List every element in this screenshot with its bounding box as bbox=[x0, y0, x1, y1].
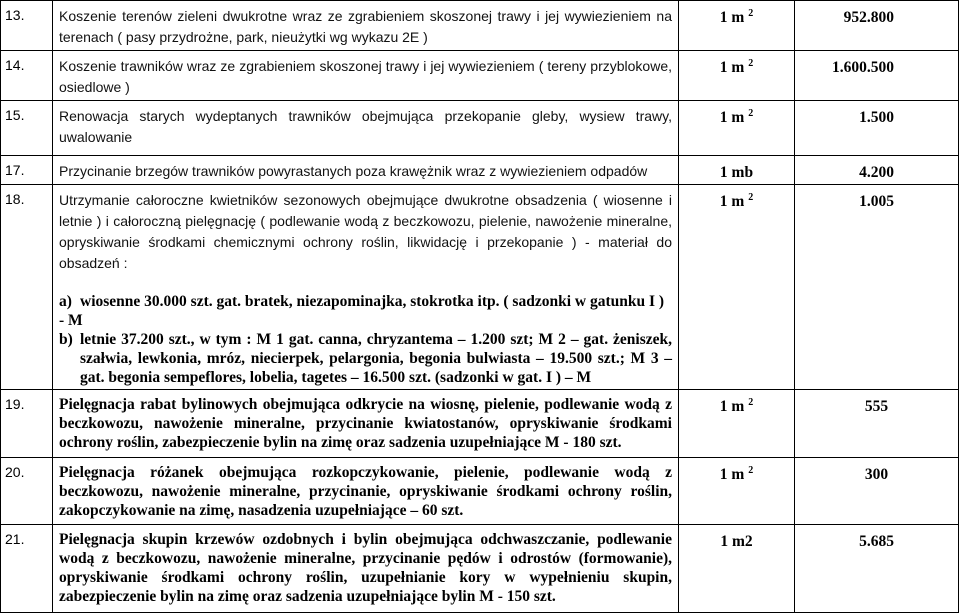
row-description: Koszenie trawników wraz ze zgrabieniem skoszonej trawy i jej wywiezieniem ( tereny przyblokowe, osiedlowe ) bbox=[53, 51, 679, 101]
table-row bbox=[1, 525, 959, 613]
row-quantity: 300 bbox=[795, 458, 959, 525]
row-number: 14. bbox=[1, 51, 53, 101]
table-row bbox=[1, 1, 959, 51]
row-quantity: 4.200 bbox=[795, 156, 959, 185]
row-unit: 1 m $^2$ bbox=[679, 101, 795, 156]
planting-material-list bbox=[59, 292, 672, 387]
table-row bbox=[1, 101, 959, 156]
row-number: 18. bbox=[1, 185, 53, 390]
row-number: 20. bbox=[1, 458, 53, 525]
row-unit: 1 m $^2$ bbox=[679, 51, 795, 101]
table-row bbox=[1, 390, 959, 458]
row-quantity: 555 bbox=[795, 390, 959, 458]
table-row bbox=[1, 156, 959, 185]
row-description: Pielęgnacja różanek obejmująca rozkopczykowanie, pielenie, podlewanie wodą z beczkowozu, nawożenie mineralne, przycinanie, opryskiwanie środkami ochrony roślin, zakopczykowanie na zimę, nasadzenia uzupełniające – 60 szt. bbox=[53, 458, 679, 525]
row-description: Pielęgnacja rabat bylinowych obejmująca odkrycie na wiosnę, pielenie, podlewanie wodą z beczkowozu, nawożenie mineralne, przycinanie kwiatostanów, opryskiwanie środkami ochrony roślin, zabezpieczenie bylin na zimę oraz sadzenia uzupełniające M - 180 szt. bbox=[53, 390, 679, 458]
table-row bbox=[1, 185, 959, 390]
row-description: Renowacja starych wydeptanych trawników obejmująca przekopanie gleby, wysiew trawy, uwalowanie bbox=[53, 101, 679, 156]
row-description: Utrzymanie całoroczne kwietników sezonowych obejmujące dwukrotne obsadzenia ( wiosenne i letnie ) i całoroczną pielęgnację ( podlewanie wodą z beczkowozu, pielenie, nawożenie mineralne, opryskiwanie środkami chemicznymi ochrony roślin, likwidację i przekopanie ) - materiał do obsadzeń : a) wiosenne 30.000 szt. gat. bratek, niezapominajka, stokrotka itp. ( sadzonki w gatunku I ) - M b) letnie 37.200 szt., w tym : M 1 gat. canna, chryzantema – 1.200 szt; M 2 – gat. żeniszek, szałwia, lewkonia, mróz, niecierpek, pelargonia, begonia bulwiasta – 19.500 szt.; M 3 – gat. begonia sempeflores, lobelia, tagetes – 16.500 szt. (sadzonki w gat. I ) – M bbox=[53, 185, 679, 390]
row-quantity: 5.685 bbox=[795, 525, 959, 613]
row-number: 17. bbox=[1, 156, 53, 185]
table-row bbox=[1, 458, 959, 525]
row-number: 21. bbox=[1, 525, 53, 613]
row-description: Przycinanie brzegów trawników powyrastanych poza krawężnik wraz z wywiezieniem odpadów bbox=[53, 156, 679, 185]
row-quantity: 1.005 bbox=[795, 185, 959, 390]
row-unit: 1 m2 bbox=[679, 525, 795, 613]
row-unit: 1 mb bbox=[679, 156, 795, 185]
row-number: 13. bbox=[1, 1, 53, 51]
row-unit: 1 m $^2$ bbox=[679, 458, 795, 525]
row-quantity: 1.600.500 bbox=[795, 51, 959, 101]
row-quantity: 952.800 bbox=[795, 1, 959, 51]
list-item: a) wiosenne 30.000 szt. gat. bratek, niezapominajka, stokrotka itp. ( sadzonki w gatunku I ) - M bbox=[59, 293, 665, 329]
row-number: 15. bbox=[1, 101, 53, 156]
row-unit: 1 m $^2$ bbox=[679, 390, 795, 458]
table-row bbox=[1, 51, 959, 101]
row-unit: 1 m $^2$ bbox=[679, 1, 795, 51]
row-description: Pielęgnacja skupin krzewów ozdobnych i bylin obejmująca odchwaszczanie, podlewanie wodą z beczkowozu, nawożenie mineralne, przycinanie pędów i odrostów (formowanie), opryskiwanie środkami ochrony roślin, uzupełnianie kory w wypełnieniu skupin, zabezpieczenie bylin na zimę oraz sadzenia uzupełniające bylin M - 150 szt. bbox=[53, 525, 679, 613]
list-item: b) letnie 37.200 szt., w tym : M 1 gat. canna, chryzantema – 1.200 szt; M 2 – gat. żeniszek, szałwia, lewkonia, mróz, niecierpek, pelargonia, begonia bulwiasta – 19.500 szt.; M 3 – gat. begonia sempeflores, lobelia, tagetes – 16.500 szt. (sadzonki w gat. I ) – M bbox=[59, 331, 672, 386]
row-unit: 1 m $^2$ bbox=[679, 185, 795, 390]
row-quantity: 1.500 bbox=[795, 101, 959, 156]
row-number: 19. bbox=[1, 390, 53, 458]
row-description: Koszenie terenów zieleni dwukrotne wraz ze zgrabieniem skoszonej trawy i jej wywiezieniem na terenach ( pasy przydrożne, park, nieużytki wg wykazu 2E ) bbox=[53, 1, 679, 51]
